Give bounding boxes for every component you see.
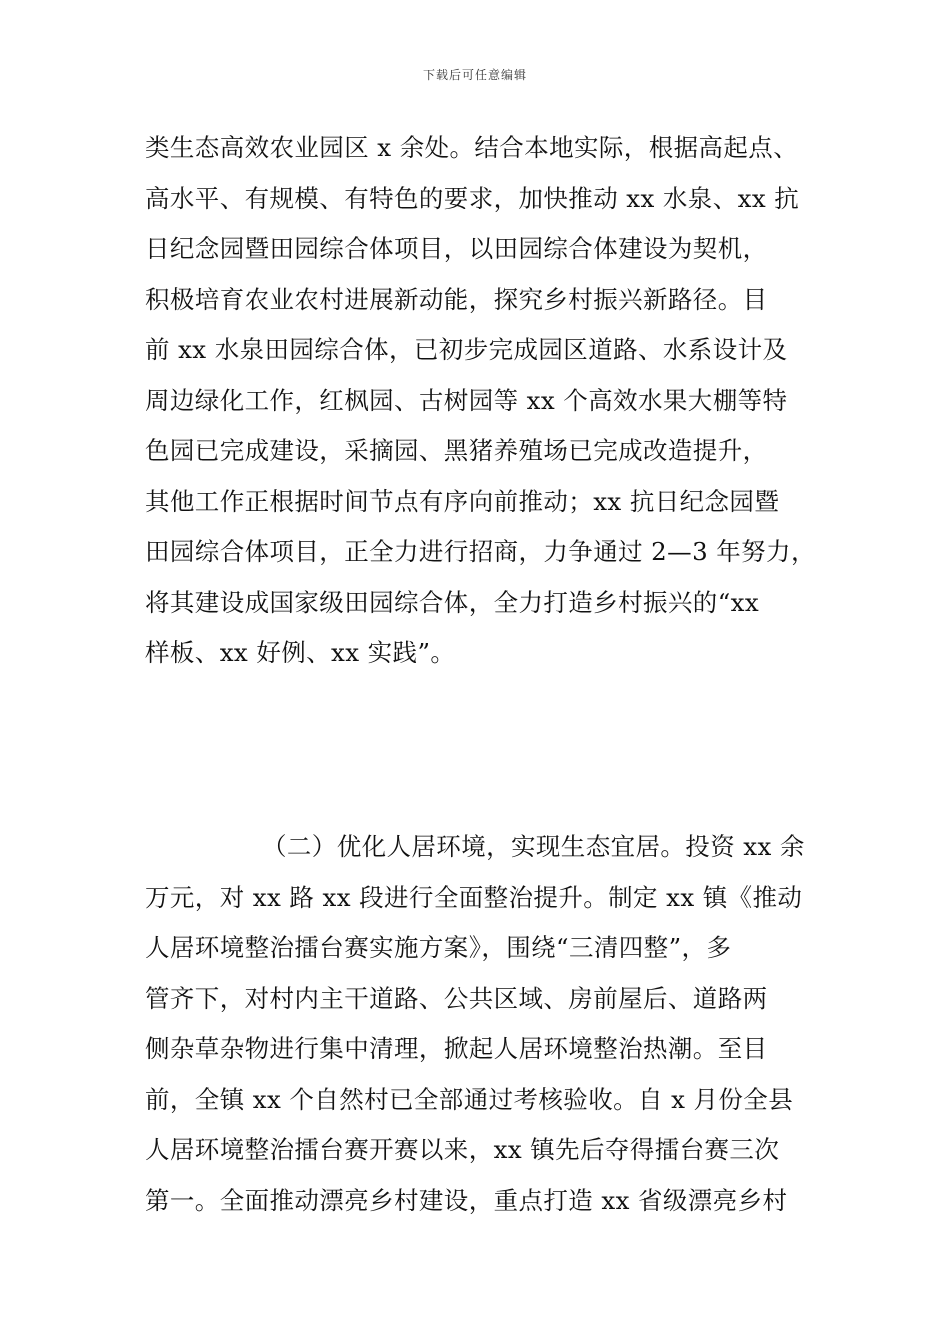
paragraph-1-line: 前 xx 水泉田园综合体，已初步完成园区道路、水系设计及 <box>145 335 788 364</box>
paragraph-2-line: 万元，对 xx 路 xx 段进行全面整治提升。制定 xx 镇《推动 <box>145 883 803 912</box>
paragraph-1-line: 田园综合体项目，正全力进行招商，力争通过 2—3 年努力， <box>145 537 816 566</box>
paragraph-1-line: 积极培育农业农村进展新动能，探究乡村振兴新路径。目 <box>145 285 768 314</box>
paragraph-2-line: 前，全镇 xx 个自然村已全部通过考核验收。自 x 月份全县 <box>145 1085 794 1114</box>
paragraph-1-line: 周边绿化工作，红枫园、古树园等 xx 个高效水果大棚等特 <box>145 386 788 415</box>
header-note: 下载后可任意编辑 <box>422 68 527 82</box>
paragraph-1-line: 色园已完成建设，采摘园、黑猪养殖场已完成改造提升， <box>145 436 768 465</box>
paragraph-1-line: 将其建设成国家级田园综合体，全力打造乡村振兴的“xx <box>145 588 760 617</box>
paragraph-2-first-line: （二）优化人居环境，实现生态宜居。投资 xx 余 <box>262 832 805 861</box>
paragraph-2-line: 人居环境整治擂台赛开赛以来，xx 镇先后夺得擂台赛三次 <box>145 1135 780 1164</box>
paragraph-2-line: 侧杂草杂物进行集中清理，掀起人居环境整治热潮。至目 <box>145 1034 768 1063</box>
paragraph-1-line: 样板、xx 好例、xx 实践”。 <box>145 638 456 667</box>
paragraph-1-line: 其他工作正根据时间节点有序向前推动；xx 抗日纪念园暨 <box>145 487 780 516</box>
paragraph-1-line: 类生态高效农业园区 x 余处。结合本地实际，根据高起点、 <box>145 133 799 162</box>
paragraph-2-line: 人居环境整治擂台赛实施方案》，围绕“三清四整”，多 <box>145 933 732 962</box>
paragraph-1-line: 日纪念园暨田园综合体项目，以田园综合体建设为契机， <box>145 234 768 263</box>
paragraph-2-line: 管齐下，对村内主干道路、公共区域、房前屋后、道路两 <box>145 984 768 1013</box>
paragraph-2-line: 第一。全面推动漂亮乡村建设，重点打造 xx 省级漂亮乡村 <box>145 1186 788 1215</box>
paragraph-1-line: 高水平、有规模、有特色的要求，加快推动 xx 水泉、xx 抗 <box>145 184 800 213</box>
